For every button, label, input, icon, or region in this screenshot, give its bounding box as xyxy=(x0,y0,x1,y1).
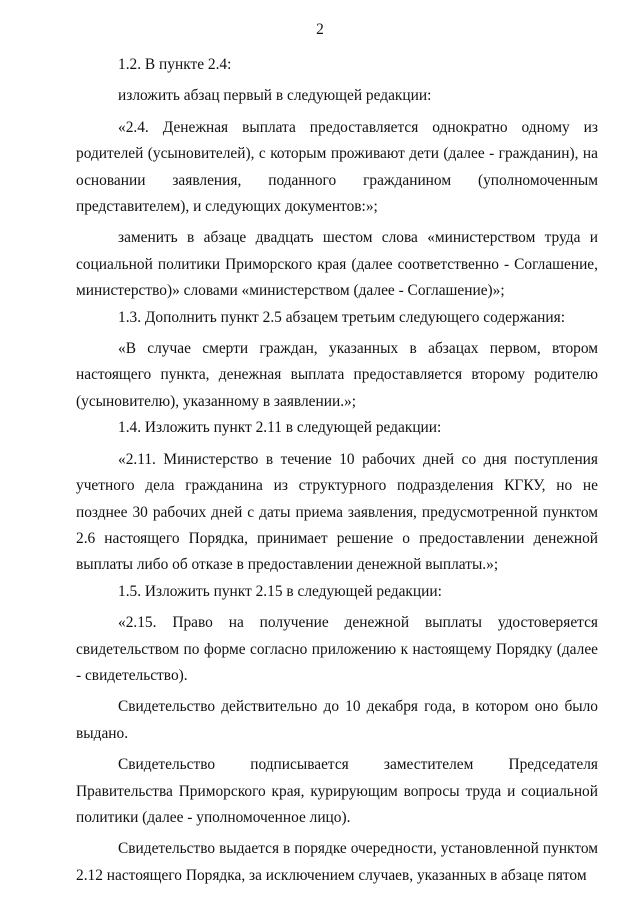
paragraph-instruction-2-4: изложить абзац первый в следующей редакции: xyxy=(118,87,432,105)
paragraph-replace-words: заменить в абзаце двадцать шестом слова «министерством труда и социальной политики Приморского края (далее соответственно - Соглашение, министерство)» словами «министерством (далее - Соглашение)»; xyxy=(76,229,598,300)
paragraph-1-4-heading: 1.4. Изложить пункт 2.11 в следующей редакции: xyxy=(118,419,442,437)
paragraph-1-5-heading: 1.5. Изложить пункт 2.15 в следующей редакции: xyxy=(118,582,442,600)
paragraph-quote-2-11: «2.11. Министерство в течение 10 рабочих дней со дня поступления учетного дела гражданина из структурного подразделения КГКУ, но не позднее 30 рабочих дней с даты приема заявления, предусмотренной пунктом 2.6 настоящего Порядка, принимает решение о предоставлении денежной выплаты либо об отказе в предоставлении денежной выплаты.»; xyxy=(76,450,598,574)
paragraph-validity: Свидетельство действительно до 10 декабря года, в котором оно было выдано. xyxy=(76,698,598,742)
paragraph-issuance: Свидетельство выдается в порядке очередности, установленной пунктом 2.12 настоящего Порядка, за исключением случаев, указанных в абзаце пятом xyxy=(76,840,598,884)
paragraph-signature: Свидетельство подписывается заместителем Председателя Правительства Приморского края, курирующим вопросы труда и социальной политики (далее - уполномоченное лицо). xyxy=(76,756,598,826)
document-body xyxy=(76,52,598,889)
paragraph-1-2-heading: 1.2. В пункте 2.4: xyxy=(118,56,232,73)
paragraph-quote-2-4: «2.4. Денежная выплата предоставляется однократно одному из родителей (усыновителей), с которым проживают дети (далее - гражданин), на основании заявления, поданного гражданином (уполномоченным представителем), и следующих документов:»; xyxy=(76,118,598,216)
page-number: 2 xyxy=(316,21,324,38)
paragraph-1-3-heading: 1.3. Дополнить пункт 2.5 абзацем третьим следующего содержания: xyxy=(118,308,565,326)
paragraph-quote-2-5: «В случае смерти граждан, указанных в абзацах первом, втором настоящего пункта, денежная выплата предоставляется второму родителю (усыновителю), указанному в заявлении.»; xyxy=(76,340,598,410)
paragraph-quote-2-15: «2.15. Право на получение денежной выплаты удостоверяется свидетельством по форме согласно приложению к настоящему Порядку (далее - свидетельство). xyxy=(76,614,598,684)
